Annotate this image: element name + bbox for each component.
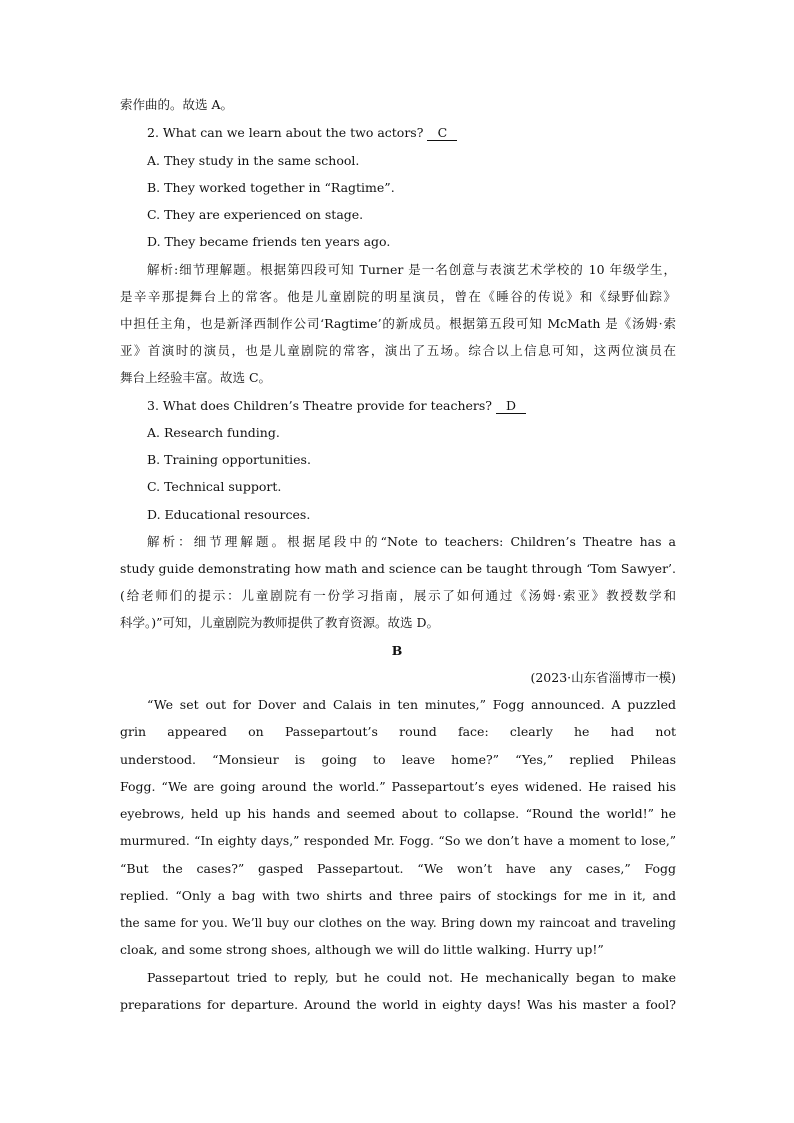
option-c: C. They are experienced on stage.: [147, 207, 364, 222]
question-text: 3. What does Children’s Theatre provide for teachers?: [147, 398, 493, 413]
analysis-line: 科学。)”可知，儿童剧院为教师提供了教育资源。故选 D。: [120, 615, 440, 630]
option-c: C. Technical support.: [147, 479, 282, 494]
question-2: [147, 124, 676, 142]
passage-line: murmured. “In eighty days,” responded Mr. Fogg. “So we don’t have a moment to lose,”: [120, 834, 676, 848]
question-text: 2. What can we learn about the two actors?: [147, 125, 424, 140]
option-b: B. They worked together in “Ragtime”.: [147, 180, 395, 195]
analysis-line: 中担任主角，也是新泽西制作公司‘Ragtime’的新成员。根据第五段可知 McMath 是《汤姆·索: [120, 316, 676, 331]
analysis-line: 解析：细节理解题。根据尾段中的“Note to teachers: Children’s Theatre has a: [147, 534, 676, 549]
analysis-line: 是辛辛那提舞台上的常客。他是儿童剧院的明星演员，曾在《睡谷的传说》和《绿野仙踪》: [120, 289, 676, 304]
source-note: (2023·山东省淄博市一模): [530, 670, 676, 685]
option-a: A. They study in the same school.: [147, 153, 360, 168]
analysis-line: 舞台上经验丰富。故选 C。: [120, 370, 272, 385]
option-a: A. Research funding.: [147, 425, 280, 440]
answer-blank: C: [427, 125, 457, 141]
passage-line: Passepartout tried to reply, but he could not. He mechanically began to make: [147, 970, 676, 985]
passage-line: Fogg. “We are going around the world.” Passepartout’s eyes widened. He raised his: [120, 779, 676, 794]
option-d: D. Educational resources.: [147, 507, 311, 522]
question-3: [147, 397, 676, 415]
analysis-line: 亚》首演时的演员，也是儿童剧院的常客，演出了五场。综合以上信息可知，这两位演员在: [120, 343, 676, 358]
passage-line: grin appeared on Passepartout’s round face: clearly he had not: [120, 724, 676, 739]
passage-line: eyebrows, held up his hands and seemed about to collapse. “Round the world!” he: [120, 806, 676, 821]
text-line: 索作曲的。故选 A。: [120, 97, 234, 112]
answer-blank: D: [496, 398, 526, 414]
analysis-line: study guide demonstrating how math and science can be taught through ‘Tom Sawyer’.: [120, 561, 676, 576]
passage-line: “We set out for Dover and Calais in ten minutes,” Fogg announced. A puzzled: [147, 697, 676, 712]
passage-line: “But the cases?” gasped Passepartout. “We won’t have any cases,” Fogg: [120, 861, 676, 876]
passage-line: cloak, and some strong shoes, although we will do little walking. Hurry up!”: [120, 942, 604, 957]
option-b: B. Training opportunities.: [147, 452, 311, 467]
passage-line: preparations for departure. Around the world in eighty days! Was his master a fool?: [120, 997, 676, 1012]
passage-line: replied. “Only a bag with two shirts and three pairs of stockings for me in it, and: [120, 888, 676, 903]
passage-line: the same for you. We’ll buy our clothes on the way. Bring down my raincoat and traveling: [120, 916, 676, 930]
section-heading: B: [391, 643, 403, 658]
option-d: D. They became friends ten years ago.: [147, 234, 391, 249]
analysis-line: 解析:细节理解题。根据第四段可知 Turner 是一名创意与表演艺术学校的 10 年级学生，: [147, 262, 676, 277]
analysis-line: (给老师们的提示：儿童剧院有一份学习指南，展示了如何通过《汤姆·索亚》教授数学和: [120, 588, 676, 603]
passage-line: understood. “Monsieur is going to leave home?” “Yes,” replied Phileas: [120, 752, 676, 767]
